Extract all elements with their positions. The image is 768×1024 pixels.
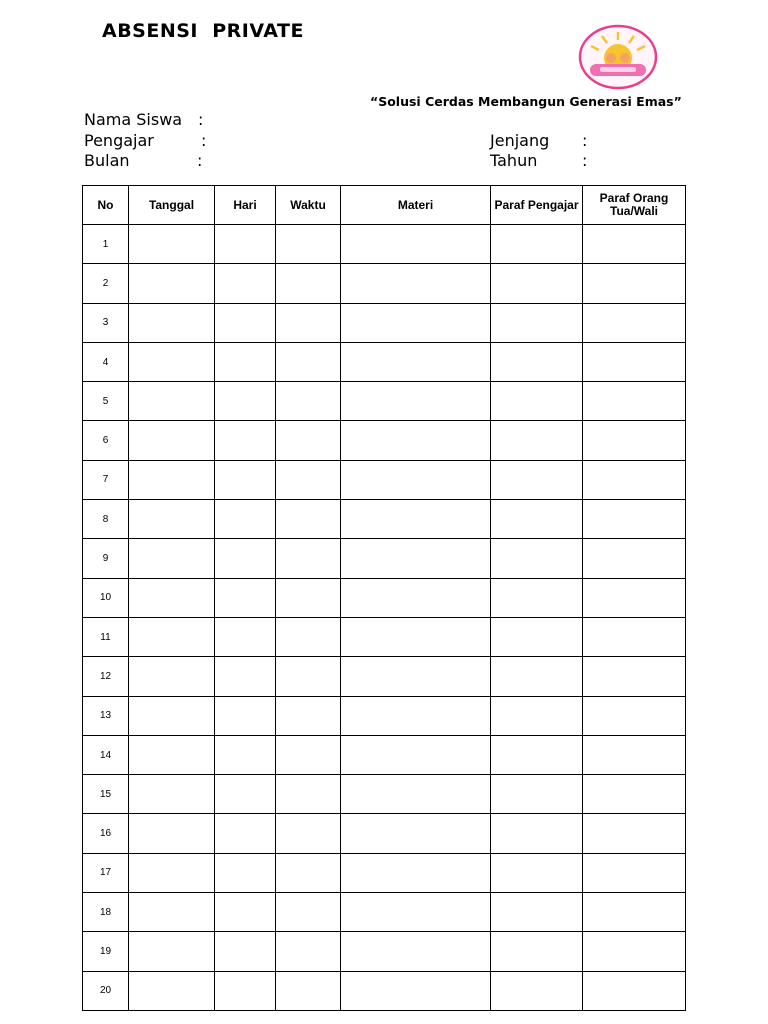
paraf-pengajar-cell[interactable] — [491, 893, 583, 932]
row-number: 7 — [83, 460, 129, 499]
paraf-orang-tua-cell[interactable] — [583, 696, 686, 735]
waktu-cell[interactable] — [276, 657, 341, 696]
table-row — [83, 657, 686, 696]
tanggal-cell[interactable] — [129, 932, 215, 971]
table-row — [83, 382, 686, 421]
paraf-pengajar-cell[interactable] — [491, 696, 583, 735]
paraf-orang-tua-cell[interactable] — [583, 893, 686, 932]
row-number: 20 — [83, 971, 129, 1010]
nama-siswa-label: Nama Siswa — [84, 110, 183, 129]
table-row — [83, 225, 686, 264]
materi-cell[interactable] — [341, 264, 491, 303]
materi-cell[interactable] — [341, 893, 491, 932]
row-number: 3 — [83, 303, 129, 342]
materi-cell[interactable] — [341, 460, 491, 499]
hari-cell[interactable] — [215, 539, 276, 578]
paraf-orang-tua-cell[interactable] — [583, 657, 686, 696]
table-row — [83, 342, 686, 381]
pengajar-label: Pengajar — [84, 131, 154, 150]
paraf-pengajar-cell[interactable] — [491, 303, 583, 342]
hari-cell[interactable] — [215, 264, 276, 303]
paraf-orang-tua-cell[interactable] — [583, 971, 686, 1010]
paraf-pengajar-cell[interactable] — [491, 932, 583, 971]
materi-cell[interactable] — [341, 500, 491, 539]
column-header-no: No — [83, 186, 129, 225]
hari-cell[interactable] — [215, 500, 276, 539]
paraf-pengajar-cell[interactable] — [491, 225, 583, 264]
paraf-orang-tua-cell[interactable] — [583, 814, 686, 853]
materi-cell[interactable] — [341, 932, 491, 971]
paraf-orang-tua-cell[interactable] — [583, 382, 686, 421]
waktu-cell[interactable] — [276, 814, 341, 853]
paraf-orang-tua-cell[interactable] — [583, 264, 686, 303]
table-row — [83, 500, 686, 539]
row-number: 18 — [83, 893, 129, 932]
row-number: 4 — [83, 342, 129, 381]
nama-siswa-colon: : — [198, 110, 204, 129]
materi-cell[interactable] — [341, 382, 491, 421]
tanggal-cell[interactable] — [129, 342, 215, 381]
paraf-pengajar-cell[interactable] — [491, 617, 583, 656]
waktu-cell[interactable] — [276, 893, 341, 932]
materi-cell[interactable] — [341, 421, 491, 460]
materi-cell[interactable] — [341, 342, 491, 381]
table-row — [83, 932, 686, 971]
hari-cell[interactable] — [215, 814, 276, 853]
table-row — [83, 578, 686, 617]
tahun-colon: : — [582, 151, 588, 170]
jenjang-colon: : — [582, 131, 588, 150]
paraf-pengajar-cell[interactable] — [491, 735, 583, 774]
row-number: 6 — [83, 421, 129, 460]
hari-cell[interactable] — [215, 303, 276, 342]
tanggal-cell[interactable] — [129, 617, 215, 656]
tanggal-cell[interactable] — [129, 775, 215, 814]
column-header-hari: Hari — [215, 186, 276, 225]
jenjang-label: Jenjang — [490, 131, 550, 150]
table-row — [83, 539, 686, 578]
paraf-pengajar-cell[interactable] — [491, 342, 583, 381]
column-header-waktu: Waktu — [276, 186, 341, 225]
row-number: 5 — [83, 382, 129, 421]
paraf-pengajar-cell[interactable] — [491, 578, 583, 617]
paraf-orang-tua-cell[interactable] — [583, 539, 686, 578]
tanggal-cell[interactable] — [129, 264, 215, 303]
column-header-tanggal: Tanggal — [129, 186, 215, 225]
waktu-cell[interactable] — [276, 460, 341, 499]
table-row — [83, 735, 686, 774]
row-number: 11 — [83, 617, 129, 656]
row-number: 15 — [83, 775, 129, 814]
tanggal-cell[interactable] — [129, 893, 215, 932]
materi-cell[interactable] — [341, 735, 491, 774]
table-row — [83, 303, 686, 342]
paraf-pengajar-cell[interactable] — [491, 775, 583, 814]
materi-cell[interactable] — [341, 617, 491, 656]
materi-cell[interactable] — [341, 578, 491, 617]
paraf-orang-tua-cell[interactable] — [583, 775, 686, 814]
table-row — [83, 696, 686, 735]
hari-cell[interactable] — [215, 657, 276, 696]
waktu-cell[interactable] — [276, 382, 341, 421]
hari-cell[interactable] — [215, 932, 276, 971]
tanggal-cell[interactable] — [129, 460, 215, 499]
row-number: 19 — [83, 932, 129, 971]
waktu-cell[interactable] — [276, 617, 341, 656]
tanggal-cell[interactable] — [129, 225, 215, 264]
paraf-orang-tua-cell[interactable] — [583, 342, 686, 381]
table-row — [83, 853, 686, 892]
table-row — [83, 814, 686, 853]
tanggal-cell[interactable] — [129, 853, 215, 892]
row-number: 17 — [83, 853, 129, 892]
hari-cell[interactable] — [215, 382, 276, 421]
paraf-orang-tua-cell[interactable] — [583, 735, 686, 774]
table-row — [83, 460, 686, 499]
tanggal-cell[interactable] — [129, 657, 215, 696]
paraf-pengajar-cell[interactable] — [491, 657, 583, 696]
table-row — [83, 971, 686, 1010]
paraf-orang-tua-cell[interactable] — [583, 421, 686, 460]
materi-cell[interactable] — [341, 853, 491, 892]
hari-cell[interactable] — [215, 225, 276, 264]
materi-cell[interactable] — [341, 971, 491, 1010]
waktu-cell[interactable] — [276, 539, 341, 578]
table-row — [83, 421, 686, 460]
waktu-cell[interactable] — [276, 500, 341, 539]
paraf-orang-tua-cell[interactable] — [583, 853, 686, 892]
tanggal-cell[interactable] — [129, 696, 215, 735]
hari-cell[interactable] — [215, 893, 276, 932]
paraf-orang-tua-cell[interactable] — [583, 303, 686, 342]
waktu-cell[interactable] — [276, 578, 341, 617]
tanggal-cell[interactable] — [129, 500, 215, 539]
tanggal-cell[interactable] — [129, 814, 215, 853]
materi-cell[interactable] — [341, 303, 491, 342]
paraf-pengajar-cell[interactable] — [491, 264, 583, 303]
row-number: 16 — [83, 814, 129, 853]
waktu-cell[interactable] — [276, 303, 341, 342]
bulan-colon: : — [197, 151, 203, 170]
waktu-cell[interactable] — [276, 421, 341, 460]
tahun-label: Tahun — [490, 151, 538, 170]
materi-cell[interactable] — [341, 775, 491, 814]
waktu-cell[interactable] — [276, 696, 341, 735]
waktu-cell[interactable] — [276, 971, 341, 1010]
hari-cell[interactable] — [215, 460, 276, 499]
hari-cell[interactable] — [215, 853, 276, 892]
paraf-pengajar-cell[interactable] — [491, 539, 583, 578]
waktu-cell[interactable] — [276, 342, 341, 381]
row-number: 13 — [83, 696, 129, 735]
waktu-cell[interactable] — [276, 932, 341, 971]
row-number: 9 — [83, 539, 129, 578]
tanggal-cell[interactable] — [129, 303, 215, 342]
row-number: 2 — [83, 264, 129, 303]
row-number: 1 — [83, 225, 129, 264]
paraf-orang-tua-cell[interactable] — [583, 578, 686, 617]
tanggal-cell[interactable] — [129, 971, 215, 1010]
bulan-label: Bulan — [84, 151, 130, 170]
pengajar-colon: : — [201, 131, 207, 150]
materi-cell[interactable] — [341, 657, 491, 696]
paraf-orang-tua-cell[interactable] — [583, 500, 686, 539]
tanggal-cell[interactable] — [129, 735, 215, 774]
hari-cell[interactable] — [215, 775, 276, 814]
row-number: 10 — [83, 578, 129, 617]
hari-cell[interactable] — [215, 617, 276, 656]
hari-cell[interactable] — [215, 735, 276, 774]
tanggal-cell[interactable] — [129, 578, 215, 617]
column-header-paraf-orang-tua: Paraf Orang Tua/Wali — [583, 186, 686, 225]
page-title: ABSENSI PRIVATE — [102, 20, 304, 42]
sun-kids-logo-icon — [578, 24, 658, 90]
table-row — [83, 893, 686, 932]
tanggal-cell[interactable] — [129, 539, 215, 578]
hari-cell[interactable] — [215, 696, 276, 735]
waktu-cell[interactable] — [276, 853, 341, 892]
paraf-pengajar-cell[interactable] — [491, 460, 583, 499]
materi-cell[interactable] — [341, 814, 491, 853]
waktu-cell[interactable] — [276, 775, 341, 814]
waktu-cell[interactable] — [276, 735, 341, 774]
waktu-cell[interactable] — [276, 225, 341, 264]
hari-cell[interactable] — [215, 342, 276, 381]
hari-cell[interactable] — [215, 421, 276, 460]
materi-cell[interactable] — [341, 696, 491, 735]
row-number: 14 — [83, 735, 129, 774]
row-number: 8 — [83, 500, 129, 539]
table-row — [83, 775, 686, 814]
tanggal-cell[interactable] — [129, 382, 215, 421]
paraf-pengajar-cell[interactable] — [491, 814, 583, 853]
paraf-orang-tua-cell[interactable] — [583, 225, 686, 264]
materi-cell[interactable] — [341, 225, 491, 264]
paraf-orang-tua-cell[interactable] — [583, 460, 686, 499]
waktu-cell[interactable] — [276, 264, 341, 303]
paraf-orang-tua-cell[interactable] — [583, 617, 686, 656]
paraf-orang-tua-cell[interactable] — [583, 932, 686, 971]
paraf-pengajar-cell[interactable] — [491, 853, 583, 892]
column-header-materi: Materi — [341, 186, 491, 225]
paraf-pengajar-cell[interactable] — [491, 500, 583, 539]
row-number: 12 — [83, 657, 129, 696]
paraf-pengajar-cell[interactable] — [491, 382, 583, 421]
materi-cell[interactable] — [341, 539, 491, 578]
hari-cell[interactable] — [215, 971, 276, 1010]
attendance-table — [82, 185, 686, 1011]
tanggal-cell[interactable] — [129, 421, 215, 460]
table-row — [83, 264, 686, 303]
table-row — [83, 617, 686, 656]
slogan: “Solusi Cerdas Membangun Generasi Emas” — [370, 94, 682, 109]
paraf-pengajar-cell[interactable] — [491, 971, 583, 1010]
paraf-pengajar-cell[interactable] — [491, 421, 583, 460]
hari-cell[interactable] — [215, 578, 276, 617]
column-header-paraf-pengajar: Paraf Pengajar — [491, 186, 583, 225]
table-header-row — [83, 186, 686, 225]
